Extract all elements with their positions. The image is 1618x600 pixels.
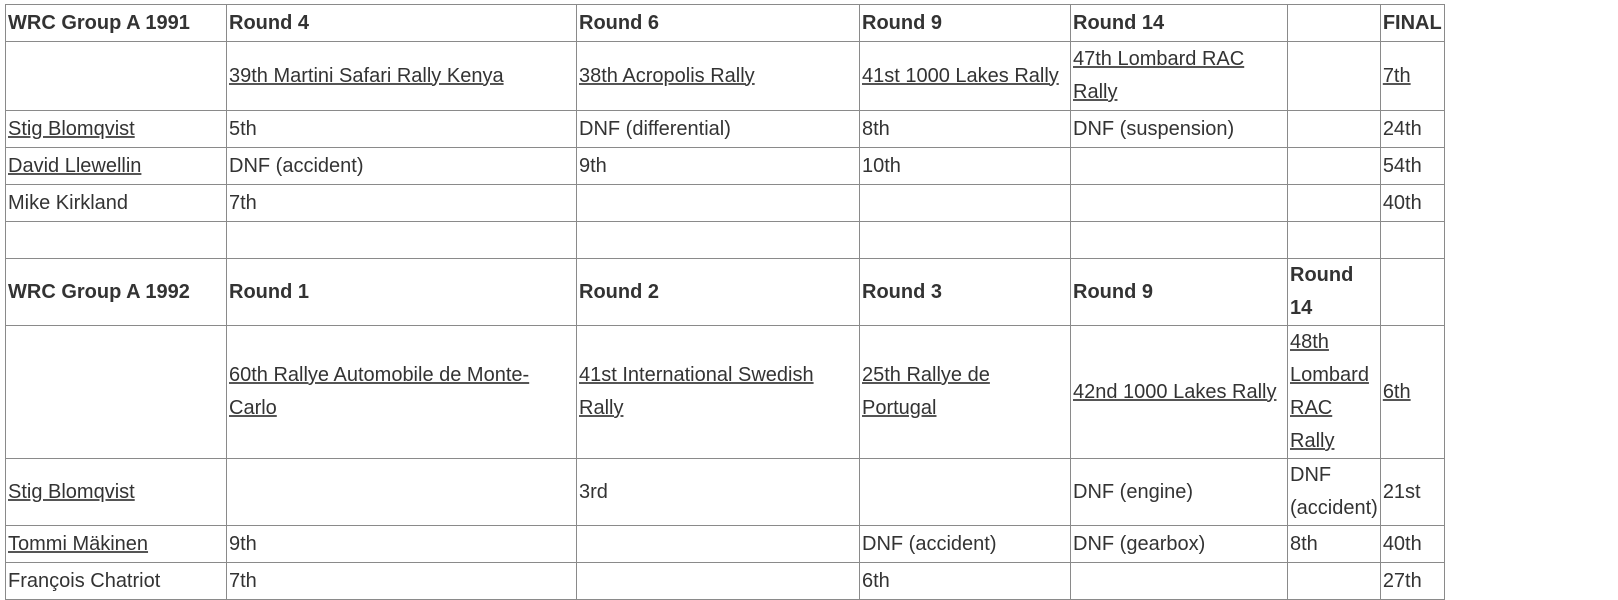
table-row [6,526,1445,563]
empty-cell [1288,222,1381,259]
final-header: FINAL [1380,5,1444,42]
event-cell [577,42,860,111]
empty-cell [860,222,1071,259]
round-header: Round 14 [1288,259,1381,326]
table-row [6,185,1445,222]
driver-cell [6,459,227,526]
final-header [1380,259,1444,326]
event-link[interactable]: 42nd 1000 Lakes Rally [1073,380,1277,403]
result-cell [1288,111,1381,148]
event-cell [1288,42,1381,111]
table-row [6,5,1445,42]
event-link[interactable]: 38th Acropolis Rally [579,64,755,87]
season-title: WRC Group A 1991 [6,5,227,42]
final-result-cell: 40th [1380,185,1444,222]
table-row [6,42,1445,111]
round-header [1288,5,1381,42]
empty-cell [6,42,227,111]
result-cell [860,459,1071,526]
separator-row [6,222,1445,259]
result-cell: 8th [860,111,1071,148]
event-link[interactable]: 41st 1000 Lakes Rally [862,64,1059,87]
result-cell: DNF (differential) [577,111,860,148]
event-cell [577,326,860,459]
driver-link[interactable]: Tommi Mäkinen [8,532,149,555]
event-cell [227,326,577,459]
result-cell: DNF (gearbox) [1071,526,1288,563]
result-cell [1288,148,1381,185]
result-cell [1288,563,1381,600]
final-result-cell: 54th [1380,148,1444,185]
event-link[interactable]: 48th Lombard RAC Rally [1290,331,1369,452]
season-title: WRC Group A 1992 [6,259,227,326]
result-cell [577,526,860,563]
final-result-cell: 40th [1380,526,1444,563]
final-position-link[interactable]: 7th [1382,64,1411,87]
result-cell: 9th [577,148,860,185]
event-cell [860,326,1071,459]
result-cell: 8th [1288,526,1381,563]
driver-cell: Mike Kirkland [6,185,227,222]
driver-link[interactable]: Stig Blomqvist [8,117,135,140]
table-row [6,259,1445,326]
result-cell [577,185,860,222]
event-link[interactable]: 47th Lombard RAC Rally [1073,48,1245,103]
result-cell: DNF (engine) [1071,459,1288,526]
empty-cell [1380,222,1444,259]
event-link[interactable]: 39th Martini Safari Rally Kenya [229,64,504,87]
result-cell [1071,148,1288,185]
event-cell [227,42,577,111]
final-position-link[interactable]: 6th [1382,380,1411,403]
result-cell: 7th [227,185,577,222]
round-header: Round 4 [227,5,577,42]
empty-cell [227,222,577,259]
table-row [6,326,1445,459]
result-cell: DNF (accident) [1288,459,1381,526]
event-link[interactable]: 25th Rallye de Portugal [862,364,990,419]
final-result-cell: 21st [1380,459,1444,526]
round-header: Round 3 [860,259,1071,326]
result-cell [1288,185,1381,222]
event-link[interactable]: 60th Rallye Automobile de Monte-Carlo [229,364,530,419]
final-result-cell: 24th [1380,111,1444,148]
driver-cell [6,111,227,148]
results-table [5,4,1445,600]
driver-cell [6,148,227,185]
result-cell: 10th [860,148,1071,185]
driver-cell: François Chatriot [6,563,227,600]
result-cell: 5th [227,111,577,148]
driver-link[interactable]: Stig Blomqvist [8,480,135,503]
result-cell [1071,185,1288,222]
empty-cell [6,222,227,259]
result-cell: DNF (suspension) [1071,111,1288,148]
result-cell: 7th [227,563,577,600]
table-row [6,459,1445,526]
driver-cell [6,526,227,563]
event-link[interactable]: 41st International Swedish Rally [579,364,814,419]
event-cell [860,42,1071,111]
result-cell: DNF (accident) [227,148,577,185]
final-result-cell: 27th [1380,563,1444,600]
table-row [6,111,1445,148]
round-header: Round 9 [1071,259,1288,326]
round-header: Round 9 [860,5,1071,42]
round-header: Round 2 [577,259,860,326]
table-row [6,148,1445,185]
driver-link[interactable]: David Llewellin [8,154,142,177]
result-cell [577,563,860,600]
empty-cell [6,326,227,459]
result-cell: DNF (accident) [860,526,1071,563]
result-cell [227,459,577,526]
result-cell: 9th [227,526,577,563]
round-header: Round 6 [577,5,860,42]
result-cell: 3rd [577,459,860,526]
empty-cell [577,222,860,259]
table-row [6,563,1445,600]
result-cell [1071,563,1288,600]
final-position-cell [1380,42,1444,111]
round-header: Round 14 [1071,5,1288,42]
event-cell [1071,42,1288,111]
final-position-cell [1380,326,1444,459]
event-cell [1288,326,1381,459]
result-cell: 6th [860,563,1071,600]
empty-cell [1071,222,1288,259]
round-header: Round 1 [227,259,577,326]
event-cell [1071,326,1288,459]
result-cell [860,185,1071,222]
